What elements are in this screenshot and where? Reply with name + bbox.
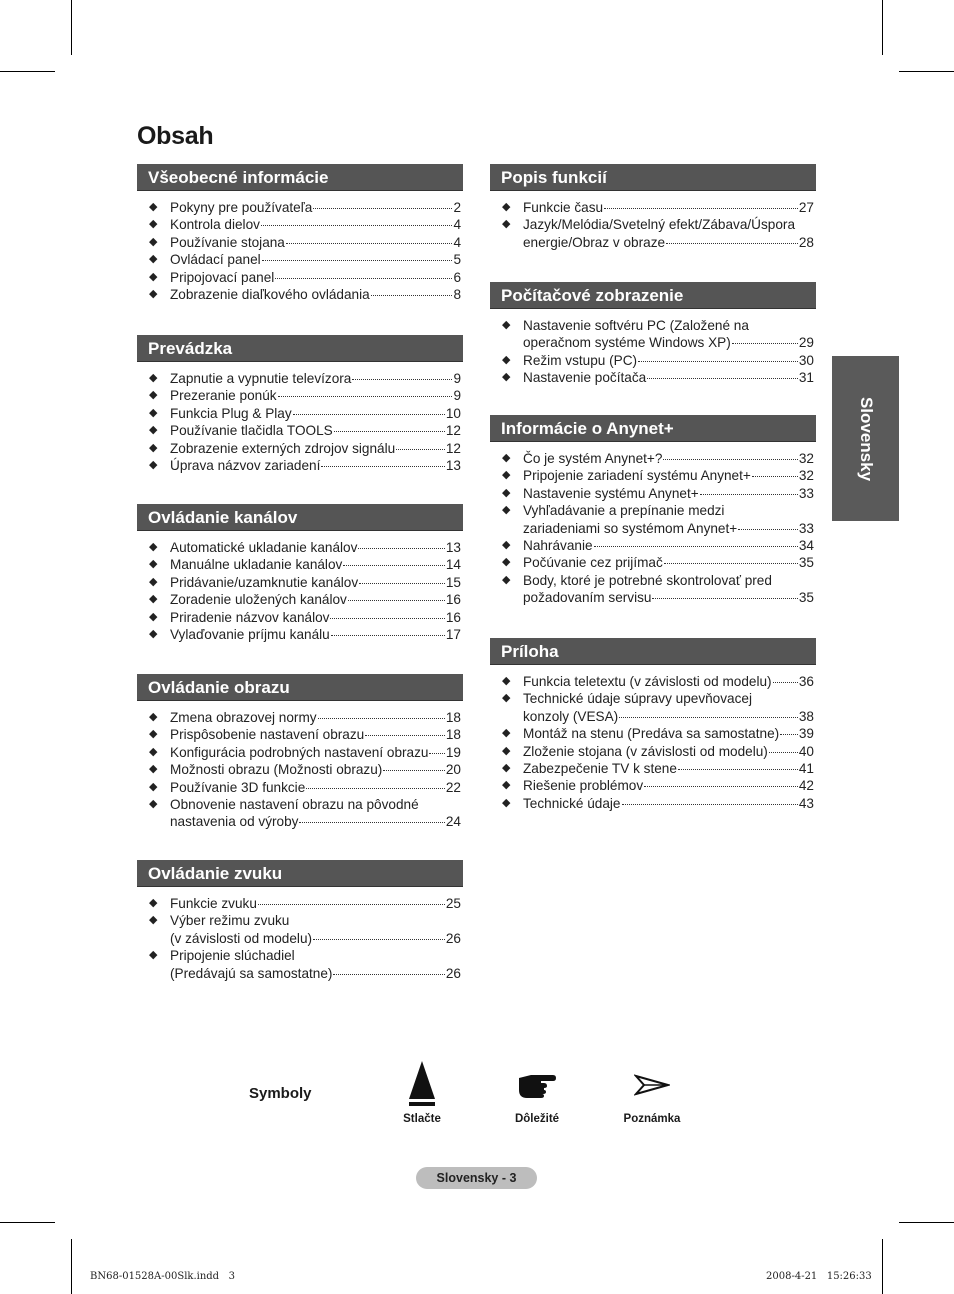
diamond-bullet-icon: ◆ xyxy=(149,745,158,758)
toc-section xyxy=(490,164,816,251)
diamond-bullet-icon: ◆ xyxy=(149,270,158,283)
toc-entry[interactable] xyxy=(137,779,463,796)
toc-entry-text-line: Pripojenie slúchadiel xyxy=(170,948,295,964)
diamond-bullet-icon: ◆ xyxy=(149,218,158,231)
toc-entry-text: nastavenia od výroby xyxy=(170,814,299,830)
diamond-bullet-icon: ◆ xyxy=(149,558,158,571)
dot-leader xyxy=(664,563,798,564)
toc-entry-text-line: Nastavenie softvéru PC (Založené na xyxy=(523,318,749,333)
dot-leader xyxy=(286,243,453,244)
section-heading: Ovládanie obrazu xyxy=(137,674,463,701)
dot-leader xyxy=(278,396,453,397)
toc-entry[interactable] xyxy=(137,387,463,404)
toc-entry-text: Manuálne ukladanie kanálov xyxy=(170,557,343,573)
toc-entry[interactable] xyxy=(137,796,463,831)
toc-entry[interactable] xyxy=(137,539,463,556)
toc-page-number: 8 xyxy=(453,287,461,303)
toc-page-number: 22 xyxy=(445,779,461,795)
toc-entry[interactable] xyxy=(490,485,816,502)
toc-entry-text: Riešenie problémov xyxy=(523,778,644,794)
crop-mark xyxy=(0,1222,55,1223)
dot-leader xyxy=(306,788,445,789)
toc-page-number: 14 xyxy=(445,557,461,573)
toc-page-number: 16 xyxy=(445,609,461,625)
toc-entry-text: Úprava názvov zariadení xyxy=(170,458,321,474)
dot-leader xyxy=(365,735,445,736)
toc-entry-text: Pridávanie/uzamknutie kanálov xyxy=(170,574,359,590)
toc-page-number: 32 xyxy=(798,468,814,484)
toc-entry-text: Zobrazenie externých zdrojov signálu xyxy=(170,440,396,456)
diamond-bullet-icon: ◆ xyxy=(502,796,511,809)
diamond-bullet-icon: ◆ xyxy=(149,441,158,454)
toc-entry[interactable] xyxy=(490,690,816,725)
diamond-bullet-icon: ◆ xyxy=(149,201,158,213)
dot-leader xyxy=(619,717,798,718)
page-number-badge: Slovensky - 3 xyxy=(416,1167,537,1189)
toc-entry[interactable] xyxy=(137,626,463,643)
toc-entry[interactable] xyxy=(490,777,816,794)
diamond-bullet-icon: ◆ xyxy=(149,763,158,776)
toc-entry[interactable] xyxy=(490,502,816,537)
dot-leader xyxy=(666,243,798,244)
section-heading: Ovládanie zvuku xyxy=(137,860,463,887)
crop-mark xyxy=(0,71,55,72)
toc-section xyxy=(490,638,816,812)
toc-entry-text: energie/Obraz v obraze xyxy=(523,234,666,250)
toc-list xyxy=(137,895,463,982)
toc-entry-text: (Predávajú sa samostatne) xyxy=(170,965,333,981)
toc-entry-text: Čo je systém Anynet+? xyxy=(523,451,663,466)
toc-entry-text: Nastavenie počítača xyxy=(523,370,647,386)
toc-page-number: 12 xyxy=(445,423,461,439)
toc-entry[interactable] xyxy=(137,269,463,286)
toc-entry-text: Automatické ukladanie kanálov xyxy=(170,540,358,555)
symbol-important xyxy=(487,1060,587,1125)
diamond-bullet-icon: ◆ xyxy=(149,235,158,248)
print-file-info: BN68-01528A-00Slk.indd 3 xyxy=(90,1271,235,1282)
diamond-bullet-icon: ◆ xyxy=(149,628,158,641)
toc-entry-text-line: Jazyk/Melódia/Svetelný efekt/Zábava/Úspora xyxy=(523,217,796,233)
dot-leader xyxy=(663,459,797,460)
toc-entry-text: Prezeranie ponúk xyxy=(170,388,277,404)
diamond-bullet-icon: ◆ xyxy=(502,504,511,517)
toc-list xyxy=(137,539,463,643)
dot-leader xyxy=(371,295,453,296)
dot-leader xyxy=(429,753,444,754)
toc-entry[interactable] xyxy=(137,370,463,387)
dot-leader xyxy=(780,734,798,735)
dot-leader xyxy=(700,494,798,495)
toc-section xyxy=(490,415,816,607)
toc-entry[interactable] xyxy=(490,795,816,812)
dot-leader xyxy=(313,939,445,940)
dot-leader xyxy=(396,449,445,450)
toc-entry[interactable] xyxy=(490,673,816,690)
toc-entry-text: Pokyny pre používateľa xyxy=(170,200,313,215)
dot-leader xyxy=(769,752,798,753)
toc-entry-text: Pripojenie zariadení systému Anynet+ xyxy=(523,468,751,484)
diamond-bullet-icon: ◆ xyxy=(149,897,158,909)
toc-entry[interactable] xyxy=(137,761,463,778)
toc-entry-text: Pripojovací panel xyxy=(170,269,275,285)
symbol-caption: Stlačte xyxy=(403,1113,441,1125)
dot-leader xyxy=(299,822,444,823)
toc-page-number: 28 xyxy=(798,234,814,250)
diamond-bullet-icon: ◆ xyxy=(149,728,158,741)
toc-entry-text: operačnom systéme Windows XP) xyxy=(523,335,731,351)
section-heading: Popis funkcií xyxy=(490,164,816,191)
toc-section xyxy=(137,674,463,831)
toc-page-number: 18 xyxy=(445,727,461,743)
dot-leader xyxy=(359,583,445,584)
toc-page-number: 43 xyxy=(798,795,814,811)
diamond-bullet-icon: ◆ xyxy=(502,371,511,384)
toc-entry-text: Funkcia Plug & Play xyxy=(170,405,292,421)
crop-mark xyxy=(882,1239,883,1294)
toc-entry[interactable] xyxy=(490,725,816,742)
symbols-label: Symboly xyxy=(249,1085,312,1102)
toc-entry[interactable] xyxy=(490,450,816,467)
toc-entry[interactable] xyxy=(137,234,463,251)
dot-leader xyxy=(262,260,453,261)
symbol-caption: Poznámka xyxy=(623,1113,681,1125)
toc-entry[interactable] xyxy=(490,199,816,216)
toc-page-number: 2 xyxy=(453,200,461,215)
toc-page-number: 19 xyxy=(445,744,461,760)
dot-leader xyxy=(383,770,445,771)
dot-leader xyxy=(331,635,445,636)
diamond-bullet-icon: ◆ xyxy=(502,218,511,231)
toc-entry-text: požadovaním servisu xyxy=(523,590,652,606)
toc-page-number: 9 xyxy=(453,388,461,404)
toc-page-number: 27 xyxy=(798,200,814,215)
toc-entry[interactable] xyxy=(137,422,463,439)
toc-entry[interactable] xyxy=(137,574,463,591)
diamond-bullet-icon: ◆ xyxy=(149,253,158,266)
toc-entry-text: Kontrola dielov xyxy=(170,217,260,233)
toc-page-number: 10 xyxy=(445,405,461,421)
diamond-bullet-icon: ◆ xyxy=(149,914,158,927)
dot-leader xyxy=(343,565,445,566)
dot-leader xyxy=(348,600,445,601)
toc-page-number: 42 xyxy=(798,778,814,794)
toc-list xyxy=(137,370,463,474)
toc-entry[interactable] xyxy=(137,726,463,743)
dot-leader xyxy=(732,343,798,344)
toc-entry-text: Nahrávanie xyxy=(523,538,593,554)
diamond-bullet-icon: ◆ xyxy=(149,372,158,384)
toc-page-number: 29 xyxy=(798,335,814,351)
toc-page-number: 9 xyxy=(453,371,461,386)
toc-page-number: 35 xyxy=(798,590,814,606)
toc-entry-text: Zobrazenie diaľkového ovládania xyxy=(170,287,370,303)
crop-mark xyxy=(71,1239,72,1294)
toc-list xyxy=(137,199,463,303)
toc-entry-text-line: Výber režimu zvuku xyxy=(170,913,290,929)
toc-page-number: 24 xyxy=(445,814,461,830)
toc-page-number: 20 xyxy=(445,762,461,778)
toc-entry[interactable] xyxy=(137,912,463,947)
toc-entry[interactable] xyxy=(490,317,816,352)
diamond-bullet-icon: ◆ xyxy=(502,353,511,366)
toc-entry-text: Funkcie času xyxy=(523,200,604,215)
diamond-bullet-icon: ◆ xyxy=(149,780,158,793)
symbol-caption: Dôležité xyxy=(514,1113,560,1125)
toc-page-number: 39 xyxy=(798,726,814,742)
toc-section xyxy=(137,504,463,643)
toc-entry-text: Zapnutie a vypnutie televízora xyxy=(170,371,352,386)
toc-entry[interactable] xyxy=(490,369,816,386)
toc-entry[interactable] xyxy=(137,405,463,422)
toc-entry-text: Vylaďovanie príjmu kanálu xyxy=(170,627,330,643)
toc-page-number: 34 xyxy=(798,538,814,554)
diamond-bullet-icon: ◆ xyxy=(502,539,511,552)
diamond-bullet-icon: ◆ xyxy=(149,711,158,723)
toc-entry-text: Priradenie názvov kanálov xyxy=(170,609,330,625)
diamond-bullet-icon: ◆ xyxy=(502,452,511,464)
diamond-bullet-icon: ◆ xyxy=(502,556,511,569)
diamond-bullet-icon: ◆ xyxy=(149,541,158,553)
toc-entry-text-line: Body, ktoré je potrebné skontrolovať pred xyxy=(523,572,772,588)
toc-entry[interactable] xyxy=(137,947,463,982)
toc-entry-text: Používanie tlačidla TOOLS xyxy=(170,423,333,439)
toc-entry[interactable] xyxy=(490,743,816,760)
diamond-bullet-icon: ◆ xyxy=(502,762,511,775)
diamond-bullet-icon: ◆ xyxy=(149,593,158,606)
toc-entry-text: Zoradenie uložených kanálov xyxy=(170,592,347,608)
crop-mark xyxy=(899,71,954,72)
toc-entry[interactable] xyxy=(137,440,463,457)
dot-leader xyxy=(738,529,798,530)
toc-entry-text: (v závislosti od modelu) xyxy=(170,930,313,946)
diamond-bullet-icon: ◆ xyxy=(149,406,158,419)
toc-entry[interactable] xyxy=(137,286,463,303)
toc-entry[interactable] xyxy=(490,537,816,554)
toc-entry-text-line: Vyhľadávanie a prepínanie medzi xyxy=(523,503,725,519)
section-heading: Počítačové zobrazenie xyxy=(490,282,816,309)
toc-list xyxy=(490,199,816,251)
toc-entry[interactable] xyxy=(490,760,816,777)
toc-section xyxy=(137,335,463,474)
toc-list xyxy=(490,317,816,387)
toc-entry[interactable] xyxy=(137,895,463,912)
arrow-note-icon xyxy=(634,1074,670,1096)
toc-page-number: 4 xyxy=(453,217,461,233)
section-heading: Všeobecné informácie xyxy=(137,164,463,191)
diamond-bullet-icon: ◆ xyxy=(502,486,511,499)
toc-page-number: 5 xyxy=(453,252,461,268)
toc-entry-text: Možnosti obrazu (Možnosti obrazu) xyxy=(170,762,383,778)
dot-leader xyxy=(318,718,445,719)
toc-entry-text: Používanie stojana xyxy=(170,234,285,250)
toc-entry-text: zariadeniami so systémom Anynet+ xyxy=(523,520,738,536)
dot-leader xyxy=(334,431,445,432)
section-heading: Ovládanie kanálov xyxy=(137,504,463,531)
toc-entry-text: Používanie 3D funkcie xyxy=(170,779,306,795)
diamond-bullet-icon: ◆ xyxy=(502,573,511,586)
dot-leader xyxy=(321,466,445,467)
dot-leader xyxy=(293,414,445,415)
side-tab-label: Slovensky xyxy=(856,396,876,481)
diamond-bullet-icon: ◆ xyxy=(149,798,158,811)
dot-leader xyxy=(261,225,453,226)
toc-entry[interactable] xyxy=(137,744,463,761)
toc-entry-text: Počúvanie cez prijímač xyxy=(523,555,663,571)
toc-page-number: 40 xyxy=(798,743,814,759)
dot-leader xyxy=(258,904,445,905)
press-icon xyxy=(407,1061,437,1109)
toc-entry-text: Funkcie zvuku xyxy=(170,896,257,911)
language-side-tab xyxy=(832,356,899,521)
symbol-note xyxy=(602,1060,702,1125)
toc-entry[interactable] xyxy=(137,251,463,268)
toc-entry-text: Technické údaje xyxy=(523,795,621,811)
toc-list xyxy=(137,709,463,831)
section-heading: Informácie o Anynet+ xyxy=(490,415,816,442)
dot-leader xyxy=(652,598,797,599)
dot-leader xyxy=(773,682,798,683)
diamond-bullet-icon: ◆ xyxy=(149,288,158,301)
toc-entry-text: Ovládací panel xyxy=(170,252,261,268)
toc-page-number: 26 xyxy=(445,965,461,981)
toc-page-number: 31 xyxy=(798,370,814,386)
symbol-press xyxy=(372,1060,472,1125)
diamond-bullet-icon: ◆ xyxy=(502,692,511,705)
toc-entry[interactable] xyxy=(490,352,816,369)
section-heading: Príloha xyxy=(490,638,816,665)
toc-entry[interactable] xyxy=(490,216,816,251)
toc-page-number: 30 xyxy=(798,352,814,368)
dot-leader xyxy=(352,379,452,380)
diamond-bullet-icon: ◆ xyxy=(149,424,158,437)
toc-entry[interactable] xyxy=(137,709,463,726)
toc-entry[interactable] xyxy=(490,467,816,484)
toc-entry[interactable] xyxy=(137,199,463,216)
toc-entry[interactable] xyxy=(490,554,816,571)
diamond-bullet-icon: ◆ xyxy=(502,727,511,740)
diamond-bullet-icon: ◆ xyxy=(149,459,158,472)
dot-leader xyxy=(275,278,452,279)
diamond-bullet-icon: ◆ xyxy=(149,949,158,962)
diamond-bullet-icon: ◆ xyxy=(502,469,511,482)
toc-page-number: 32 xyxy=(798,451,814,466)
toc-page-number: 15 xyxy=(445,574,461,590)
crop-mark xyxy=(71,0,72,55)
toc-page-number: 13 xyxy=(445,458,461,474)
diamond-bullet-icon: ◆ xyxy=(149,389,158,402)
toc-page-number: 25 xyxy=(445,896,461,911)
dot-leader xyxy=(622,804,798,805)
toc-entry-text: Zabezpečenie TV k stene xyxy=(523,761,677,777)
dot-leader xyxy=(647,378,798,379)
page-title: Obsah xyxy=(137,122,214,150)
toc-list xyxy=(490,450,816,607)
toc-entry-text: Konfigurácia podrobných nastavení obrazu xyxy=(170,744,429,760)
print-date-info: 2008-4-21 15:26:33 xyxy=(766,1271,872,1282)
toc-page-number: 12 xyxy=(445,440,461,456)
toc-entry[interactable] xyxy=(490,572,816,607)
diamond-bullet-icon: ◆ xyxy=(149,575,158,588)
toc-entry-text: Zloženie stojana (v závislosti od modelu) xyxy=(523,743,768,759)
toc-page-number: 4 xyxy=(453,234,461,250)
diamond-bullet-icon: ◆ xyxy=(502,744,511,757)
toc-page-number: 33 xyxy=(798,520,814,536)
toc-entry-text: Režim vstupu (PC) xyxy=(523,352,638,368)
dot-leader xyxy=(330,618,444,619)
toc-page-number: 41 xyxy=(798,761,814,777)
diamond-bullet-icon: ◆ xyxy=(502,319,511,331)
crop-mark xyxy=(882,0,883,55)
toc-page-number: 6 xyxy=(453,269,461,285)
toc-entry[interactable] xyxy=(137,609,463,626)
toc-entry-text: Montáž na stenu (Predáva sa samostatne) xyxy=(523,726,780,742)
diamond-bullet-icon: ◆ xyxy=(502,201,511,213)
toc-entry[interactable] xyxy=(137,457,463,474)
toc-page-number: 38 xyxy=(798,708,814,724)
toc-page-number: 16 xyxy=(445,592,461,608)
dot-leader xyxy=(644,786,798,787)
toc-list xyxy=(490,673,816,812)
dot-leader xyxy=(594,546,798,547)
toc-entry-text: Zmena obrazovej normy xyxy=(170,710,317,725)
dot-leader xyxy=(358,548,444,549)
toc-page-number: 36 xyxy=(798,674,814,689)
toc-entry[interactable] xyxy=(137,556,463,573)
toc-entry-text-line: Technické údaje súpravy upevňovacej xyxy=(523,691,752,707)
toc-page-number: 26 xyxy=(445,930,461,946)
dot-leader xyxy=(752,476,798,477)
toc-entry-text: Prispôsobenie nastavení obrazu xyxy=(170,727,365,743)
toc-page-number: 33 xyxy=(798,485,814,501)
crop-mark xyxy=(899,1222,954,1223)
toc-entry[interactable] xyxy=(137,216,463,233)
section-heading: Prevádzka xyxy=(137,335,463,362)
dot-leader xyxy=(313,208,452,209)
toc-section xyxy=(137,164,463,303)
toc-entry-text-line: Obnovenie nastavení obrazu na pôvodné xyxy=(170,797,419,813)
diamond-bullet-icon: ◆ xyxy=(149,610,158,623)
pointing-hand-icon xyxy=(517,1072,557,1098)
toc-page-number: 35 xyxy=(798,555,814,571)
diamond-bullet-icon: ◆ xyxy=(502,779,511,792)
dot-leader xyxy=(604,208,798,209)
toc-section xyxy=(490,282,816,387)
toc-entry-text: konzoly (VESA) xyxy=(523,708,619,724)
toc-section xyxy=(137,860,463,982)
toc-entry-text: Nastavenie systému Anynet+ xyxy=(523,485,699,501)
toc-entry-text: Funkcia teletextu (v závislosti od modelu) xyxy=(523,674,772,689)
toc-page-number: 18 xyxy=(445,710,461,725)
toc-page-number: 13 xyxy=(445,540,461,555)
dot-leader xyxy=(678,769,798,770)
toc-entry[interactable] xyxy=(137,591,463,608)
dot-leader xyxy=(333,974,444,975)
dot-leader xyxy=(638,361,798,362)
toc-page-number: 17 xyxy=(445,627,461,643)
diamond-bullet-icon: ◆ xyxy=(502,675,511,687)
